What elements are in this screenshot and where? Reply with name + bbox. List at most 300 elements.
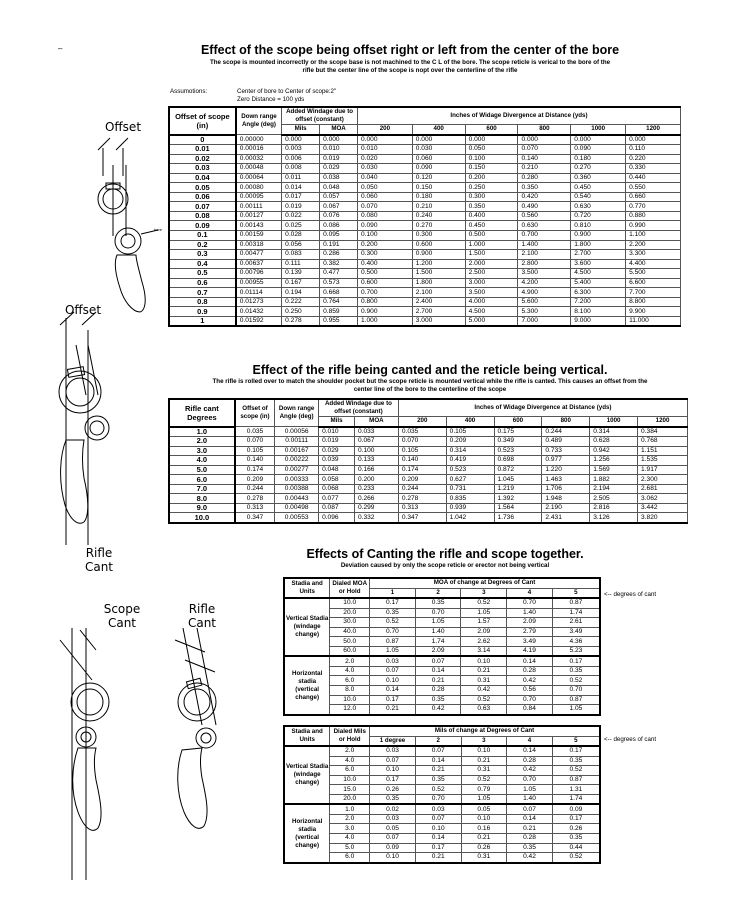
table-cell: 1.917 (638, 465, 688, 475)
assumption-1: Center of bore to Center of scope:2" (237, 88, 337, 95)
table-row (284, 676, 600, 686)
table-row (284, 695, 600, 705)
table-cell: 0.14 (507, 814, 553, 824)
bore-label: bore (154, 227, 163, 232)
table-cell: 0.180 (412, 192, 465, 202)
table-cell: 3.500 (518, 269, 571, 279)
table-cell: 0.17 (552, 814, 600, 824)
table-cell: 0.900 (571, 231, 626, 241)
header-cant: Rifle cant Degrees (169, 399, 235, 427)
table-cell: 0.16 (461, 824, 507, 834)
table-row (169, 135, 681, 145)
table-cell: 0.314 (590, 427, 638, 437)
table-cell: 0.52 (415, 785, 461, 795)
table-cell: 0.270 (571, 164, 626, 174)
table-cell: 0.09 (370, 843, 416, 853)
table-row (284, 656, 600, 666)
table-cell: 1.100 (626, 231, 681, 241)
offset-value: 0.4 (169, 259, 236, 269)
table-cell: 1.151 (638, 446, 688, 456)
table-cell: 0.79 (461, 785, 507, 795)
table-cell: 0.00443 (275, 494, 319, 504)
table-cell: 1.256 (590, 456, 638, 466)
offset-label-2: Offset (64, 303, 102, 317)
table-cell: 0.700 (518, 231, 571, 241)
table-cell: 0.26 (370, 785, 416, 795)
table-row (284, 666, 600, 676)
table-cell: 0.17 (552, 746, 600, 756)
table-row (284, 608, 600, 618)
table-cell: 4.400 (626, 259, 681, 269)
table-cell: 0.00159 (236, 231, 282, 241)
table-row (169, 211, 681, 221)
table-cell: 6.300 (571, 288, 626, 298)
table-cell: 0.440 (626, 173, 681, 183)
table2-col-4: 5 (552, 736, 600, 746)
table-cell: 0.096 (319, 513, 355, 523)
table-cell: 0.660 (626, 192, 681, 202)
table-cell: 0.17 (370, 598, 416, 608)
table-cell: 6.0 (330, 766, 370, 776)
table-cell: 5.600 (518, 297, 571, 307)
table-cell: 0.00955 (236, 278, 282, 288)
table-cell: 0.286 (320, 250, 358, 260)
table-cell: 7.200 (571, 297, 626, 307)
table-cell: 0.00333 (275, 475, 319, 485)
table-cell: 0.240 (412, 211, 465, 221)
section2-subtitle-1: The rifle is rolled over to match the shoulder pocket but the scope reticle is mounted vertical while the rifle is canted. This causes an offset from the (212, 378, 648, 385)
table-cell: 2.62 (461, 637, 507, 647)
table-cell: 0.120 (412, 173, 465, 183)
table2-header-units: Stadia and Units (284, 726, 330, 746)
table-cell: 1.000 (465, 240, 518, 250)
table-row (284, 627, 600, 637)
table-cell: 0.21 (415, 766, 461, 776)
table-cell: 0.420 (518, 192, 571, 202)
table-cell: 0.44 (552, 843, 600, 853)
table-cell: 2.300 (638, 475, 688, 485)
table-cell: 2.400 (412, 297, 465, 307)
table-cell: 2.09 (507, 618, 553, 628)
table-cell: 2.61 (552, 618, 600, 628)
table-row (284, 646, 600, 656)
cant-value: 10.0 (169, 513, 235, 523)
table-row (284, 785, 600, 795)
table-cell: 0.35 (552, 756, 600, 766)
table-cell: 0.300 (412, 231, 465, 241)
table-row (169, 316, 681, 326)
table-cell: 0.600 (412, 240, 465, 250)
table-cell: 0.278 (398, 494, 446, 504)
table-cell: 0.35 (370, 794, 416, 804)
table-cell: 0.332 (354, 513, 398, 523)
table-cell: 0.00064 (236, 173, 282, 183)
mils-cant-table (283, 725, 601, 864)
table-cell: 0.019 (282, 202, 320, 212)
table-cell: 0.010 (319, 427, 355, 437)
table-row (169, 164, 681, 174)
scope-offset-table (168, 106, 681, 327)
table-cell: 0.10 (461, 656, 507, 666)
table-row (284, 618, 600, 628)
table-cell: 0.70 (507, 598, 553, 608)
table1-col-2: 3 (461, 588, 507, 598)
table-cell: 0.698 (494, 456, 542, 466)
table-cell: 0.100 (357, 231, 412, 241)
table2-group-label: Horizontal stadia (vertical change) (284, 804, 330, 862)
table-cell: 2.505 (590, 494, 638, 504)
table-row (284, 794, 600, 804)
table-cell: 1.40 (507, 794, 553, 804)
table-cell: 0.07 (415, 814, 461, 824)
table-row (169, 446, 688, 456)
table-cell: 0.700 (357, 288, 412, 298)
table-cell: 0.21 (461, 834, 507, 844)
table-cell: 0.090 (571, 145, 626, 155)
section3-title: Effects of Canting the rifle and scope together. (306, 547, 584, 561)
table-cell: 1.569 (590, 465, 638, 475)
table-cell: 0.42 (507, 853, 553, 863)
table-cell: 0.025 (282, 221, 320, 231)
table-cell: 0.313 (398, 503, 446, 513)
table-row (284, 766, 600, 776)
table-row (169, 465, 688, 475)
table-cell: 3.300 (626, 250, 681, 260)
offset-value: 0.7 (169, 288, 236, 298)
table-cell: 0.955 (320, 316, 358, 326)
table-cell: 0.35 (415, 598, 461, 608)
table-cell: 0.00016 (236, 145, 282, 155)
table-cell: 20.0 (330, 608, 370, 618)
table-cell: 0.477 (320, 269, 358, 279)
table-cell: 1.800 (571, 240, 626, 250)
table-cell: 0.490 (518, 202, 571, 212)
table-cell: 0.140 (518, 154, 571, 164)
table-cell: 0.019 (319, 437, 355, 447)
table-cell: 3.126 (590, 513, 638, 523)
table-cell: 4.000 (465, 297, 518, 307)
table-cell: 0.00048 (236, 164, 282, 174)
table-row (284, 853, 600, 863)
table-cell: 0.008 (282, 164, 320, 174)
table-cell: 2.190 (542, 503, 590, 513)
table-cell: 0.630 (571, 202, 626, 212)
table-cell: 0.00111 (236, 202, 282, 212)
table-cell: 1.05 (461, 794, 507, 804)
table-cell: 2.09 (415, 646, 461, 656)
table-row (169, 221, 681, 231)
table-row (284, 746, 600, 756)
table-cell: 1.31 (552, 785, 600, 795)
table-cell: 0.105 (235, 446, 275, 456)
table-cell: 0.150 (412, 183, 465, 193)
table-cell: 0.835 (446, 494, 494, 504)
table-cell: 0.056 (282, 240, 320, 250)
table-cell: 0.058 (319, 475, 355, 485)
table-cell: 0.14 (507, 656, 553, 666)
table-cell: 0.000 (282, 135, 320, 145)
cant-value: 7.0 (169, 484, 235, 494)
table-cell: 8.0 (330, 686, 370, 696)
table-cell: 0.87 (552, 775, 600, 785)
table-cell: 0.209 (446, 437, 494, 447)
table-cell: 1.74 (552, 794, 600, 804)
table-cell: 0.166 (354, 465, 398, 475)
table-cell: 0.800 (357, 297, 412, 307)
table-cell: 0.191 (320, 240, 358, 250)
table-cell: 0.35 (552, 666, 600, 676)
table-cell: 0.330 (626, 164, 681, 174)
header-distance-800: 800 (518, 125, 571, 135)
table-cell: 0.880 (626, 211, 681, 221)
table-cell: 0.10 (370, 853, 416, 863)
table-cell: 0.731 (446, 484, 494, 494)
table-cell: 0.489 (542, 437, 590, 447)
table-cell: 2.09 (461, 627, 507, 637)
header-distance-600: 600 (465, 125, 518, 135)
table-cell: 0.233 (354, 484, 398, 494)
table-cell: 1.948 (542, 494, 590, 504)
table-cell: 0.52 (370, 618, 416, 628)
table-cell: 0.523 (446, 465, 494, 475)
table-cell: 0.067 (354, 437, 398, 447)
table-cell: 3.0 (330, 824, 370, 834)
table-cell: 0.00553 (275, 513, 319, 523)
table-cell: 0.003 (282, 145, 320, 155)
table-cell: 0.21 (415, 853, 461, 863)
table-row (169, 494, 688, 504)
table-cell: 0.17 (370, 775, 416, 785)
table-cell: 0.990 (626, 221, 681, 231)
table-cell: 2.431 (542, 513, 590, 523)
table-cell: 0.733 (542, 446, 590, 456)
table-cell: 0.140 (235, 456, 275, 466)
table-cell: 0.540 (571, 192, 626, 202)
table-cell: 7.700 (626, 288, 681, 298)
table-cell: 1.0 (330, 804, 370, 814)
section1-subtitle-1: The scope is mounted incorrectly or the scope base is not machined to the C L of the bore. The scope reticle is verical to the bore of the (209, 59, 611, 66)
table-row (284, 637, 600, 647)
table-cell: 0.768 (638, 437, 688, 447)
table-cell: 0.21 (370, 705, 416, 715)
table-cell: 0.17 (415, 843, 461, 853)
table-row (169, 484, 688, 494)
table-cell: 0.035 (235, 427, 275, 437)
table1-header-units: Stadia and Units (284, 578, 330, 598)
table-cell: 4.200 (518, 278, 571, 288)
table-cell: 0.083 (282, 250, 320, 260)
table-row (169, 202, 681, 212)
table-cell: 0.067 (320, 202, 358, 212)
table-cell: 0.00000 (236, 135, 282, 145)
table-cell: 0.010 (320, 145, 358, 155)
table-row (169, 278, 681, 288)
table2-col-1: 2 (415, 736, 461, 746)
table-cell: 0.52 (461, 598, 507, 608)
table-cell: 0.244 (542, 427, 590, 437)
table-row (169, 437, 688, 447)
offset-value: 0.01 (169, 145, 236, 155)
table-cell: 1.40 (507, 608, 553, 618)
table-cell: 0.628 (590, 437, 638, 447)
table-cell: 0.28 (415, 686, 461, 696)
table-cell: 0.000 (626, 135, 681, 145)
table-cell: 0.03 (370, 656, 416, 666)
table-cell: 0.266 (354, 494, 398, 504)
table-cell: 0.03 (370, 746, 416, 756)
table-cell: 0.090 (412, 164, 465, 174)
table-cell: 0.095 (320, 231, 358, 241)
table-row (284, 804, 600, 814)
table-cell: 0.220 (626, 154, 681, 164)
table-cell: 12.0 (330, 705, 370, 715)
table-row (169, 192, 681, 202)
table-cell: 0.048 (319, 465, 355, 475)
table-cell: 0.10 (370, 766, 416, 776)
table-cell: 0.060 (357, 192, 412, 202)
table-cell: 0.28 (507, 666, 553, 676)
table-cell: 0.28 (507, 756, 553, 766)
table-cell: 1.57 (461, 618, 507, 628)
table-row (169, 307, 681, 317)
offset-value: 0.2 (169, 240, 236, 250)
table-cell: 8.800 (626, 297, 681, 307)
offset-value: 0.8 (169, 297, 236, 307)
table-cell: 0.028 (282, 231, 320, 241)
table-cell: 1.74 (552, 608, 600, 618)
offset-value: 0.03 (169, 164, 236, 174)
table-cell: 0.450 (465, 221, 518, 231)
table-cell: 0.087 (319, 503, 355, 513)
header-distance-1000: 1000 (571, 125, 626, 135)
table-cell: 0.080 (357, 211, 412, 221)
table-cell: 0.210 (412, 202, 465, 212)
table-row (284, 824, 600, 834)
table-cell: 0.35 (370, 608, 416, 618)
header-divergence-2: Inches of Widage Divergence at Distance (yds) (398, 399, 687, 417)
table-cell: 0.419 (446, 456, 494, 466)
table-cell: 0.14 (415, 834, 461, 844)
table-cell: 5.400 (571, 278, 626, 288)
table-cell: 0.382 (320, 259, 358, 269)
table-cell: 1.220 (542, 465, 590, 475)
table-cell: 0.872 (494, 465, 542, 475)
table-cell: 0.111 (282, 259, 320, 269)
section1-title: Effect of the scope being offset right or left from the center of the bore (200, 43, 620, 57)
table-cell: 1.882 (590, 475, 638, 485)
table-cell: 0.07 (370, 834, 416, 844)
table-cell: 0.900 (357, 307, 412, 317)
table-cell: 0.033 (354, 427, 398, 437)
table-cell: 1.219 (494, 484, 542, 494)
table-row (169, 231, 681, 241)
table-cell: 3.000 (412, 316, 465, 326)
table-cell: 0.174 (235, 465, 275, 475)
table-cell: 0.133 (354, 456, 398, 466)
table-cell: 0.00143 (236, 221, 282, 231)
table-cell: 0.200 (354, 475, 398, 485)
table-cell: 0.70 (507, 775, 553, 785)
table-cell: 1.042 (446, 513, 494, 523)
table-cell: 0.26 (461, 843, 507, 853)
table-row (169, 288, 681, 298)
table-cell: 3.14 (461, 646, 507, 656)
table-cell: 0.31 (461, 853, 507, 863)
cant-value: 8.0 (169, 494, 235, 504)
table-cell: 10.0 (330, 695, 370, 705)
table-cell: 0.350 (465, 202, 518, 212)
table-cell: 0.28 (507, 834, 553, 844)
table-cell: 0.10 (461, 746, 507, 756)
table-cell: 0.87 (552, 695, 600, 705)
header-distance2-1000: 1000 (590, 417, 638, 427)
table-cell: 1.564 (494, 503, 542, 513)
table-cell: 2.500 (465, 269, 518, 279)
table-cell: 0.060 (412, 154, 465, 164)
table-cell: 2.200 (626, 240, 681, 250)
table-cell: 0.209 (235, 475, 275, 485)
table-cell: 0.200 (465, 173, 518, 183)
table-cell: 2.681 (638, 484, 688, 494)
table-cell: 0.573 (320, 278, 358, 288)
table-cell: 0.84 (507, 705, 553, 715)
table-cell: 0.01592 (236, 316, 282, 326)
table-cell: 0.10 (415, 824, 461, 834)
table-cell: 0.42 (461, 686, 507, 696)
table-cell: 0.244 (235, 484, 275, 494)
table1-col-0: 1 (370, 588, 416, 598)
scope-cant-label: Scope Cant (103, 602, 141, 630)
table-cell: 0.42 (507, 766, 553, 776)
table-cell: 1.800 (412, 278, 465, 288)
table-cell: 0.668 (320, 288, 358, 298)
table-cell: 4.0 (330, 756, 370, 766)
table-cell: 0.068 (319, 484, 355, 494)
header-distance2-600: 600 (494, 417, 542, 427)
table-cell: 0.07 (370, 666, 416, 676)
table-cell: 0.07 (415, 746, 461, 756)
table-cell: 2.0 (330, 814, 370, 824)
table-cell: 0.63 (461, 705, 507, 715)
table-cell: 0.21 (507, 824, 553, 834)
table-cell: 0.250 (282, 307, 320, 317)
table-row (169, 269, 681, 279)
table-cell: 0.349 (494, 437, 542, 447)
table-cell: 0.03 (370, 814, 416, 824)
table-cell: 0.42 (507, 676, 553, 686)
table-row (284, 814, 600, 824)
degrees-note-2: <-- degrees of cant (604, 736, 657, 743)
table-cell: 0.764 (320, 297, 358, 307)
table-cell: 6.0 (330, 676, 370, 686)
table-cell: 4.500 (465, 307, 518, 317)
table-cell: 0.35 (552, 834, 600, 844)
table-cell: 0.029 (319, 446, 355, 456)
table-cell: 4.500 (571, 269, 626, 279)
table-cell: 1.535 (638, 456, 688, 466)
offset-value: 0.06 (169, 192, 236, 202)
table-cell: 0.00095 (236, 192, 282, 202)
table-cell: 0.00637 (236, 259, 282, 269)
offset-value: 0.1 (169, 231, 236, 241)
table-cell: 0.048 (320, 183, 358, 193)
table-cell: 0.627 (446, 475, 494, 485)
table1-group-label: Horizontal stadia (vertical change) (284, 656, 330, 714)
table-cell: 4.900 (518, 288, 571, 298)
table-cell: 0.01273 (236, 297, 282, 307)
table-row (169, 240, 681, 250)
table-cell: 0.05 (370, 824, 416, 834)
